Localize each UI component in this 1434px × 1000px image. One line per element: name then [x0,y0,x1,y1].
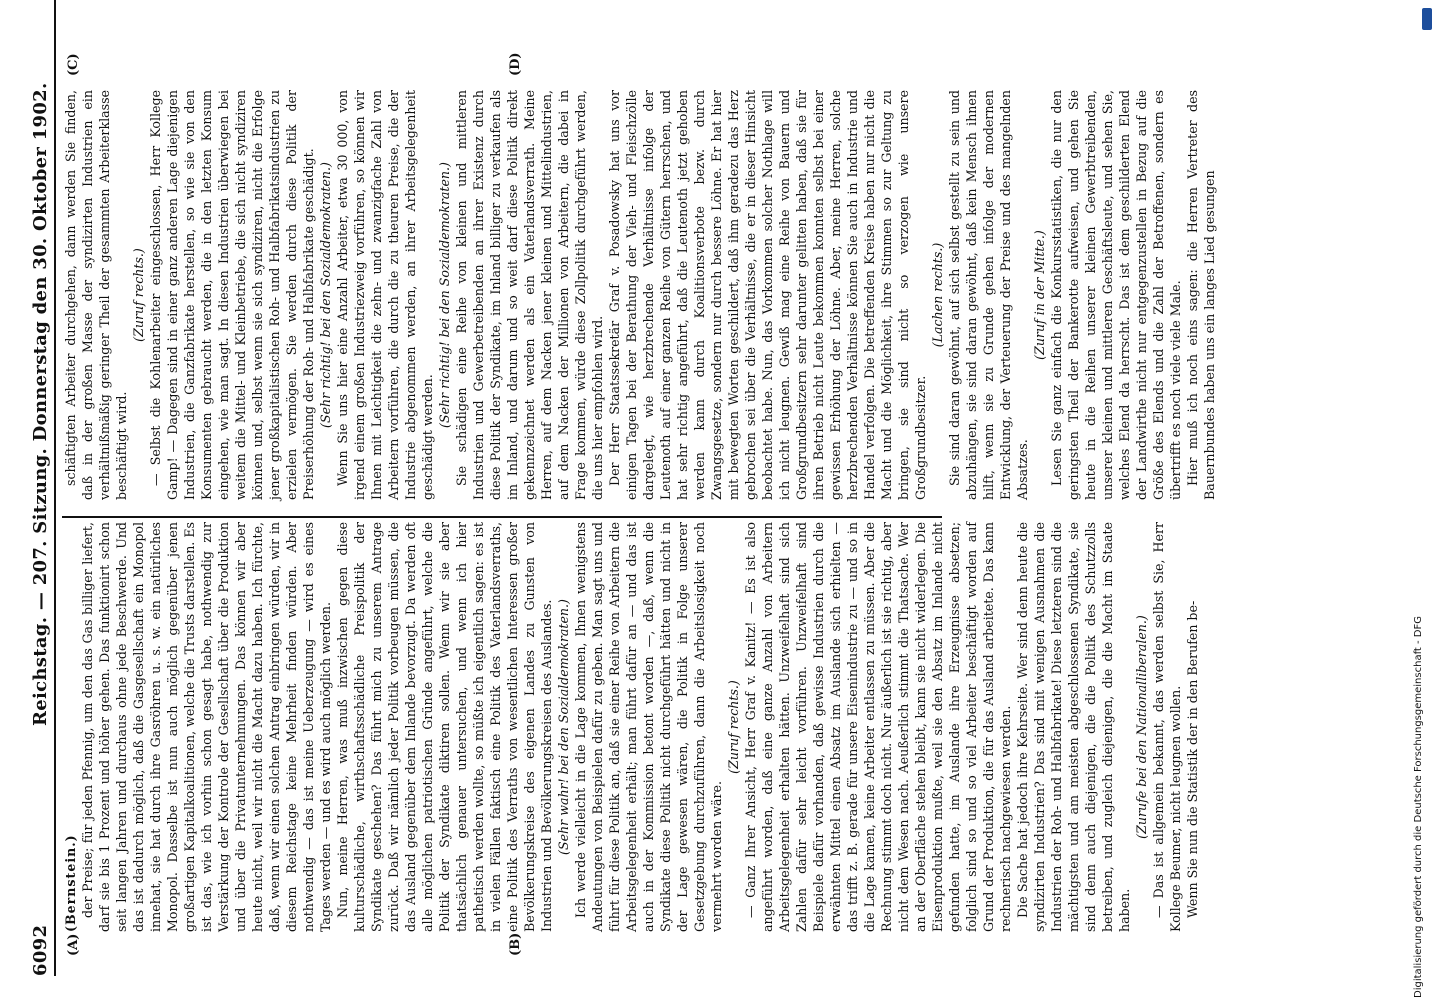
interjection: (Sehr wahr! bei den Sozialdemokraten.) [556,599,571,855]
paragraph: Sie schädigen eine Reihe von kleinen und mittleren Industrien und Gewerbetreibenden an ihrer Existenz durch diese Politik der Syndikate, im Inland billiger zu verkaufen als im Inland, und darum und so weit darf diese Politik direkt gekennzeichnet werden als ein Vaterlandsverrath. Meine Herren, auf dem Nacken jener kleinen und Mittelindustrien, auf dem Nacken der Millionen von Arbeitern, die dabei in Frage kommen, würde diese Zollpolitik durchgeführt werden, die uns hier empfohlen wird. [454,90,605,500]
paragraph: — Ganz Ihrer Ansicht, Herr Graf v. Kanitz! — Es ist also angeführt worden, daß eine ganze Anzahl von Arbeitern Arbeitsgelegenheit erhalten hätten. Unzweifelhaft sind sich Zahlen dafür sehr leicht vorführen. Unzweifelhaft sind Beispiele dafür vorhanden, daß gewisse Industrien durch die erwähnten Mittel einen Absatz im Auslande sich erhielten — das trifft z. B. gerade für unsere Eisenindustrie zu — und so in die Lage kamen, keine Arbeiter entlassen zu müssen. Aber die Rechnung stimmt doch nicht. Nur äußerlich ist sie richtig, aber nicht dem Wesen nach. Aeußerlich stimmt die Thatsache. Wer an der Oberfläche stehen bleibt, kann sie nicht widerlegen. Die Eisenproduktion mußte, weil sie den Absatz im Inlande nicht gefunden hatte, im Auslande ihre Erzeugnisse absetzen; folglich sind so und so viel Arbeiter beschäftigt worden auf Grund der Produktion, die für das Ausland arbeitete. Das kann rechnerisch nachgewiesen werden. [743,522,1013,932]
interjection: (Zurufe bei den Nationalliberalen.) [1134,615,1149,839]
dfg-logo-icon [1422,8,1432,30]
paragraph: Wenn Sie nun die Statistik der in den Berufen be- [1185,600,1200,918]
interjection: (Zuruf rechts.) [131,248,146,342]
speaker-label: (Bernstein.) [63,834,78,932]
paragraph: Der Herr Staatssekretär Graf v. Posadowsky hat uns vor einigen Tagen bei der Berathung der Vieh- und Fleischzölle dargelegt, wie herzbrechende Verhältnisse infolge der Leutenoth auf einer ganzen Reihe von Gütern herrschen, und hat sehr richtig angeführt, daß die Leutenoth jetzt gehoben werden kann durch Koalitionsverbote bezw. durch Zwangsgesetze, sondern nur durch bessere Löhne. Er hat hier mit bewegten Worten geschildert, daß ihm geradezu das Herz gebrochen sei über die Verhältnisse, die er in dieser Hinsicht beobachtet habe. Nun, das Vorkommen solcher Nothlage will ich nicht leugnen. Gewiß mag eine Reihe von Bauern und Großgrundbesitzern sehr darunter gelitten haben, daß sie für ihren Betrieb nicht Leute bekommen konnten selbst bei einer gewissen Erhöhung der Löhne. Aber, meine Herren, solche herzbrechenden Verhältnisse können Sie auch in Industrie und Handel verfolgen. Die betreffenden Kreise haben nur nicht die Macht und die Möglichkeit, ihre Stimmen so zur Geltung zu bringen, sie sind nicht so verzogen wie unsere Großgrundbesitzer. [607,90,928,500]
header-divider [54,0,56,976]
interjection: (Zuruf rechts.) [726,680,741,774]
paragraph: Nun, meine Herren, was muß inzwischen gegen diese kulturschädliche, wirthschaftsschädliche Preispolitik der Syndikate geschehen? Das führt mich zu unserem Antrage zurück. Daß wir nämlich jeder Politik vorbeugen müssen, die das Ausland gegenüber dem Inlande bevorzugt. Da werden oft alle möglichen patriotischen Gründe angeführt, welche die Politik der Syndikate diktiren sollen. Wenn wir sie aber thatsächlich genauer untersuchen, und wenn ich hier pathetisch werden wollte, so müßte ich eigentlich sagen: es ist in vielen Fällen faktisch eine Politik des Vaterlandsverraths, eine Politik des Verraths von wesentlichen Interessen großer Bevölkerungskreise des eigenen Landes zu Gunsten von Industrien und Bevölkerungskreisen des Auslandes. [335,522,554,932]
left-text-column [62,522,1200,932]
interjection: (Lachen rechts.) [930,242,945,348]
interjection: (Sehr richtig! bei den Sozialdemokraten.) [318,162,333,428]
column-divider [62,516,942,518]
digitization-note: Digitalisierung gefördert durch die Deutsche Forschungsgemeinschaft - DFG [1413,615,1424,998]
page-number: 6092 [30,924,51,976]
paragraph: Sie sind daran gewöhnt, auf sich selbst gestellt zu sein und abzuhängen, sie sind daran gewöhnt, daß kein Mensch ihnen hilft, wenn sie zu Grunde gehen infolge der modernen Entwicklung, der Verteuerung der Preise und des mangelnden Absatzes. [947,90,1030,500]
interjection: (Sehr richtig! bei den Sozialdemokraten.) [437,162,452,428]
margin-mark-a: (A) [66,933,81,956]
paragraph: der Preise; für jeden Pfennig, um den das Gas billiger liefert, darf sie bis 1 Prozent und höher gehen. Das funktionirt schon seit langen Jahren und durchaus ohne jede Beschwerde. Und das ist dadurch möglich, daß die Gasgesellschaft ein Monopol innehat, sie hat durch ihre Gasröhren u. s. w. ein natürliches Monopol. Dasselbe ist nun auch möglich gegenüber jenen großartigen Kapitalkoalitionen, welche die Trusts darstellen. Es ist das, wie ich vorhin schon gesagt habe, nothwendig zur Verstärkung der Kontrole der Gesellschaft über die Produktion und über die Privatunternehmungen. Das können wir aber heute nicht, weil wir nicht die Macht dazu haben. Ich fürchte, daß, wenn wir einen solchen Antrag einbringen würden, wir in diesem Reichstage keine Mehrheit finden würden. Aber nothwendig — das ist meine Ueberzeugung — wird es eines Tages werden — und es wird auch möglich werden. [80,522,333,932]
paragraph: Wenn Sie uns hier eine Anzahl Arbeiter, etwa 30 000, von irgend einem großen Industriezweig vorführen, so können wir Ihnen mit Leichtigkeit die zehn- und zwanzigfache Zahl von Arbeitern vorführen, die durch die zu theuren Preise, die der Industrie abgenommen werden, an ihrer Arbeitsgelegenheit geschädigt werden. [335,90,435,500]
paragraph: schäftigten Arbeiter durchgehen, dann werden Sie finden, daß in der großen Masse der syndizirten Industrien ein verhältnißmäßig geringer Theil der gesammten Arbeiterklasse beschäftigt wird. [63,90,129,500]
paragraph: Lesen Sie ganz einfach die Konkursstatistiken, die nur den geringsten Theil der Bankerotte aufweisen, und gehen Sie heute in die Reihen unserer kleinen Gewerbtreibenden, unserer kleinen und mittleren Geschäftsleute, und sehen Sie, welches Elend da herrscht. Das ist dem geschilderten Elend der Landwirthe nicht nur entgegenzustellen in Bezug auf die Größe des Elends und die Zahl der Betroffenen, sondern es übertrifft es noch viele viele Male. [1049,90,1183,500]
margin-mark-d: (D) [508,52,523,76]
margin-mark-b: (B) [508,932,523,956]
margin-mark-c: (C) [66,53,81,76]
page-title: Reichstag. — 207. Sitzung. Donnerstag den 30. Oktober 1902. [30,82,51,726]
paragraph: — Das ist allgemein bekannt, das werden selbst Sie, Herr Kollege Beumer, nicht leugnen wollen. [1151,522,1183,932]
right-text-column [62,90,1217,500]
paragraph: — Selbst die Kohlenarbeiter eingeschlossen, Herr Kollege Gamp! — Dagegen sind in einer ganz anderen Lage diejenigen Industrien, die Ganzfabrikate herstellen, so wie sie von den Konsumenten gebraucht werden, die in den letzten Konsum eingehen, wie man sagt. In diesen Industrien überwiegen bei weitem die Mittel- und Kleinbetriebe, die sich nicht syndiziren können und, selbst wenn sie sich syndiziren, nicht die Erfolge jener großkapitalistischen Roh- und Halbfabrikatsindustrien zu erzielen vermögen. Sie werden durch diese Politik der Preiserhöhung der Roh- und Halbfabrikate geschädigt. [148,90,316,500]
rotated-document-page [8,34,1408,994]
interjection: (Zuruf in der Mitte.) [1032,230,1047,360]
paragraph: Die Sache hat jedoch ihre Kehrseite. Wer sind denn heute die syndizirten Industrien? Das sind mit wenigen Ausnahmen die Industrien der Roh- und Halbfabrikate! Diese letzteren sind die mächtigsten und am meisten abgeschlossenen Syndikate, sie sind denn auch diejenigen, die die Politik des Schutzzolls betreiben, und zugleich diejenigen, die die Macht im Staate haben. [1015,522,1132,932]
paragraph: Ich werde vielleicht in die Lage kommen, Ihnen wenigstens Andeutungen von Beispielen dafür zu geben. Man sagt uns und führt für diese Politik an, daß sie einer Reihe von Arbeitern die Arbeitsgelegenheit erhält; man führt dafür an — und das ist auch in der Kommission betont worden —, daß, wenn die Syndikate diese Politik nicht durchgeführt hätten und nicht in der Lage gewesen wären, die Politik in Folge unserer Gesetzgebung durchzuführen, dann die Arbeitslosigkeit noch vermehrt worden wäre. [573,522,724,932]
paragraph: Hier muß ich noch eins sagen: die Herren Vertreter des Bauernbundes haben uns ein langes Lied gesungen [1185,90,1217,500]
